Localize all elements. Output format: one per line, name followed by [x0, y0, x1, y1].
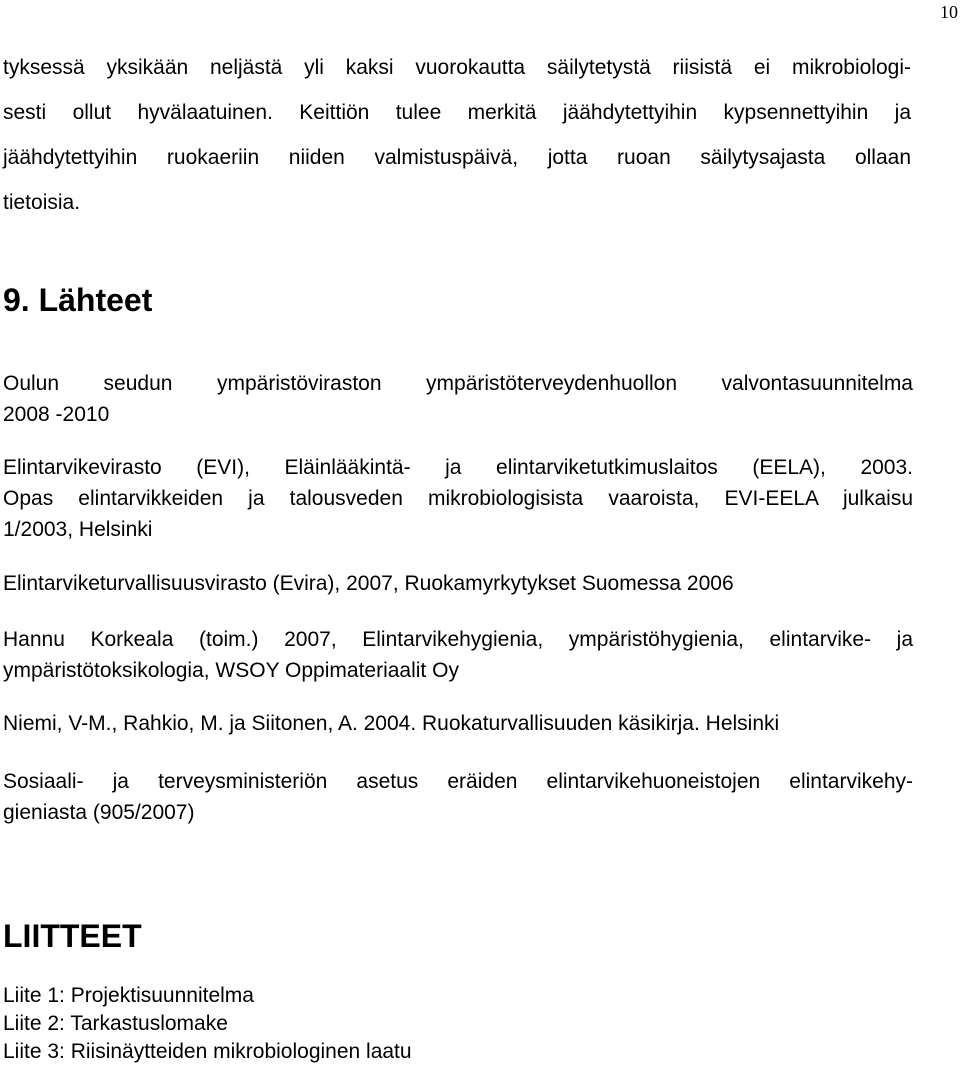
appendix-list [3, 982, 412, 1066]
reference-entry [3, 766, 913, 828]
reference-entry [3, 624, 913, 686]
appendix-item: Liite 1: Projektisuunnitelma [3, 984, 254, 1007]
reference-line: gieniasta (905/2007) [3, 801, 195, 824]
reference-line: Hannu Korkeala (toim.) 2007, Elintarvikehygienia, ympäristöhygienia, elintarvike- ja [3, 628, 913, 651]
reference-line: 1/2003, Helsinki [3, 518, 153, 541]
reference-entry [3, 452, 913, 545]
appendix-item: Liite 3: Riisinäytteiden mikrobiologinen laatu [3, 1040, 412, 1063]
reference-line: Elintarvikevirasto (EVI), Eläinlääkintä- ja elintarviketutkimuslaitos (EELA), 2003. [3, 456, 913, 479]
intro-paragraph [3, 45, 911, 225]
reference-line: Opas elintarvikkeiden ja talousveden mikrobiologisista vaaroista, EVI-EELA julkaisu [3, 487, 913, 510]
reference-line: Sosiaali- ja terveysministeriön asetus eräiden elintarvikehuoneistojen elintarvikehy- [3, 770, 913, 793]
paragraph-line: tietoisia. [3, 191, 81, 214]
reference-entry [3, 368, 913, 430]
paragraph-line: sesti ollut hyvälaatuinen. Keittiön tulee merkitä jäähdytettyihin kypsennettyihin ja [3, 101, 911, 124]
appendix-item: Liite 2: Tarkastuslomake [3, 1012, 228, 1035]
reference-line: ympäristötoksikologia, WSOY Oppimateriaalit Oy [3, 659, 459, 682]
page-number: 10 [940, 2, 958, 22]
appendices-heading: LIITTEET [3, 918, 142, 954]
reference-entry [3, 568, 913, 599]
reference-line: Niemi, V-M., Rahkio, M. ja Siitonen, A. 2004. Ruokaturvallisuuden käsikirja. Helsinki [3, 712, 780, 735]
reference-line: 2008 -2010 [3, 403, 110, 426]
paragraph-line: jäähdytettyihin ruokaeriin niiden valmistuspäivä, jotta ruoan säilytysajasta ollaan [3, 146, 911, 169]
reference-line: Elintarviketurvallisuusvirasto (Evira), 2007, Ruokamyrkytykset Suomessa 2006 [3, 572, 734, 595]
reference-line: Oulun seudun ympäristöviraston ympäristöterveydenhuollon valvontasuunnitelma [3, 372, 913, 395]
sources-heading: 9. Lähteet [3, 282, 153, 318]
paragraph-line: tyksessä yksikään neljästä yli kaksi vuorokautta säilytetystä riisistä ei mikrobiologi- [3, 56, 911, 79]
reference-entry [3, 708, 913, 739]
